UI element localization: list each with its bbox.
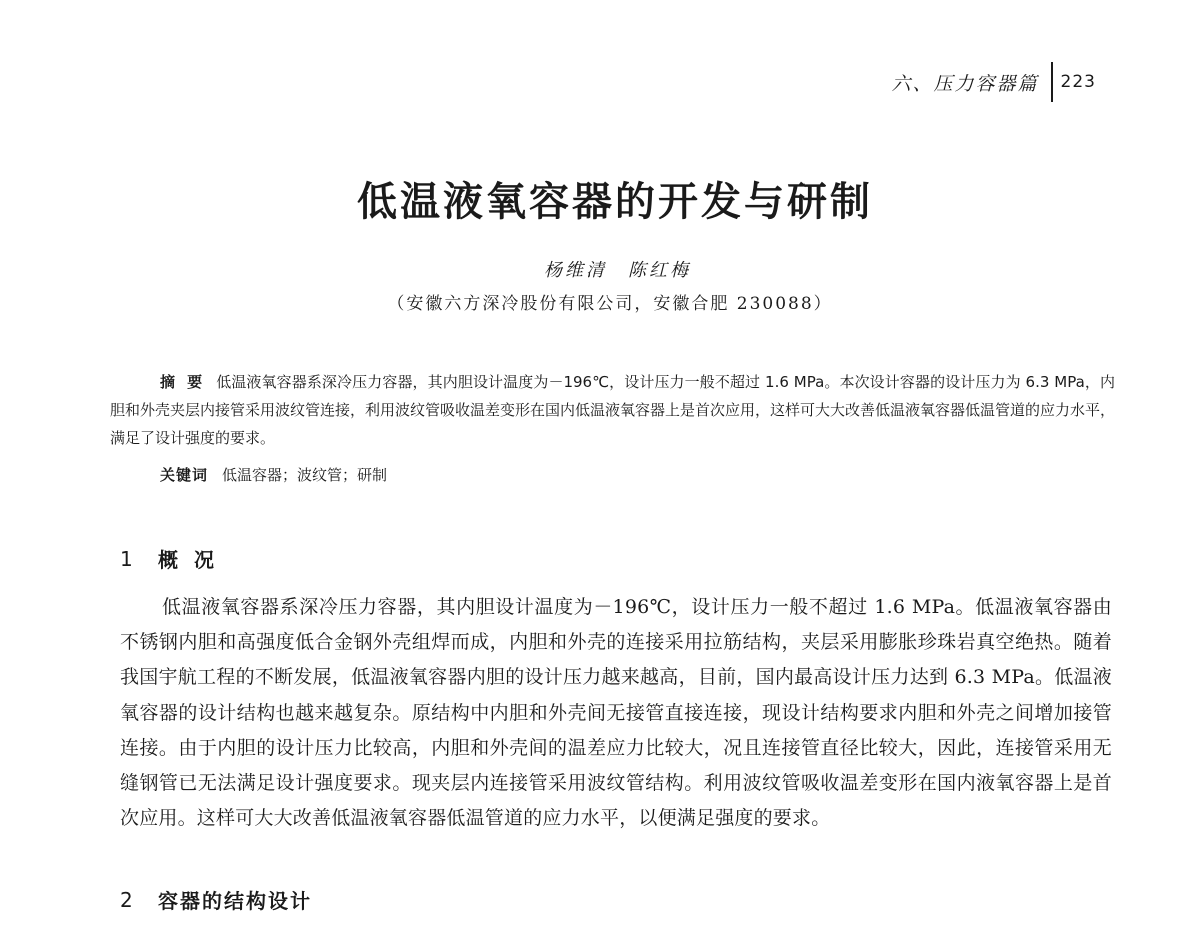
section-heading-overview [120, 544, 230, 573]
running-header [892, 62, 1096, 102]
abstract-label: 摘要 [160, 373, 215, 391]
paper-affiliation: （安徽六方深冷股份有限公司，安徽合肥 230088） [387, 294, 833, 314]
keywords [160, 461, 387, 489]
section-heading-structure-design [120, 885, 312, 914]
section-number: 1 [120, 546, 133, 571]
paper-authors: 杨维清 陈红梅 [544, 260, 691, 281]
keywords-label: 关键词 [160, 466, 209, 484]
abstract [110, 368, 1115, 452]
section-number: 2 [120, 887, 133, 912]
section-body-overview: 低温液氧容器系深冷压力容器，其内胆设计温度为－196℃，设计压力一般不超过 1.6 MPa。低温液氧容器由不锈钢内胆和高强度低合金钢外壳组焊而成，内胆和外壳的连接采用拉筋结构，夹层采用膨胀珍珠岩真空绝热。随着我国宇航工程的不断发展，低温液氧容器内胆的设计压力越来越高，目前，国内最高设计压力达到 6.3 MPa。低温液氧容器的设计结构也越来越复杂。原结构中内胆和外壳间无接管直接连接，现设计结构要求内胆和外壳之间增加接管连接。由于内胆的设计压力比较高，内胆和外壳间的温差应力比较大，况且连接管直径比较大，因此，连接管采用无缝钢管已无法满足设计强度要求。现夹层内连接管采用波纹管结构。利用波纹管吸收温差变形在国内液氧容器上是首次应用。这样可大大改善低温液氧容器低温管道的应力水平，以便满足强度的要求。 [120, 596, 1112, 830]
section-title: 容器的结构设计 [158, 889, 312, 913]
keywords-text: 低温容器；波纹管；研制 [222, 466, 388, 484]
section-title: 概况 [158, 548, 230, 572]
running-header-section: 六、压力容器篇 [891, 72, 1039, 95]
abstract-text: 低温液氧容器系深冷压力容器，其内胆设计温度为－196℃，设计压力一般不超过 1.6 MPa。本次设计容器的设计压力为 6.3 MPa，内胆和外壳夹层内接管采用波纹管连接，利用波纹管吸收温差变形在国内低温液氧容器上是首次应用，这样可大大改善低温液氧容器低温管道的应力水平，满足了设计强度的要求。 [110, 373, 1116, 447]
page-number: 223 [1060, 72, 1096, 92]
paper-title: 低温液氧容器的开发与研制 [357, 179, 873, 225]
